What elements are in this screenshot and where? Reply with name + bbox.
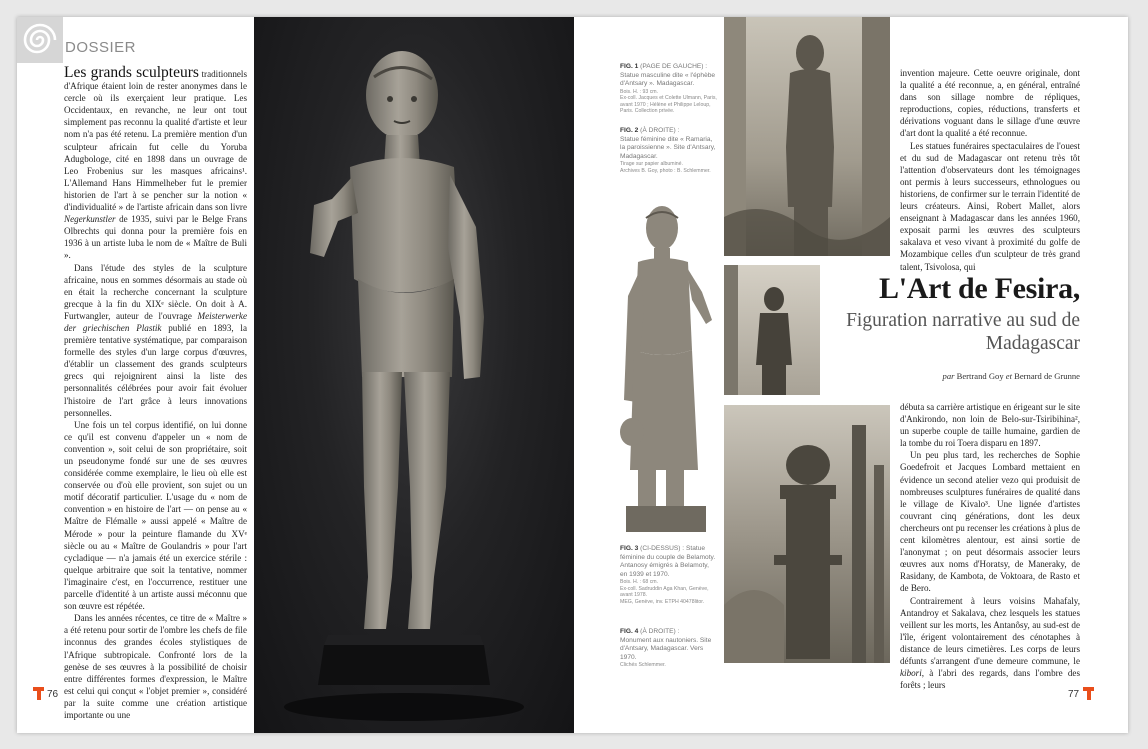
caption-fig4: FIG. 4 (À DROITE) : Monument aux nautoniers. Site d'Antsary, Madagascar. Vers 1970. Clichés Schlemmer.: [620, 628, 712, 669]
paragraph: Dans l'étude des styles de la sculpture africaine, nous en sommes désormais au stade où en était la recherche concernant la sculpture grecque à la fin du XIXᵉ siècle. On doit à A. Furtwangler, auteur de l'ouvrage Meisterwerke der griechischen Plastik publié en 1893, la première tentative systématique, par comparaison formelle des styles d'un large corpus d'œuvres, d'établir un classement des grands sculpteurs grecs qui rejoignirent ainsi la liste des personnalités célébrées pour avoir fait évoluer l'histoire de l'art grâce à leurs innovations personnelles.: [64, 262, 247, 418]
t-logo-icon: [1083, 687, 1094, 700]
lead-heading: Les grands sculpteurs: [64, 64, 199, 81]
caption-fig2: FIG. 2 (À DROITE) : Statue féminine dite « Ramaria, la paroissienne ». Site d'Antsary, Madagascar. Tirage sur papier albuminé. Archives B. Goy, photo : B. Schlemmer.: [620, 127, 716, 174]
photo-ephebe-statue: [254, 17, 574, 733]
t-logo-icon: [33, 687, 44, 700]
magazine-spread: [17, 17, 1128, 733]
paragraph: Une fois un tel corpus identifié, on lui donne ce qu'il est convenu d'appeler un « nom de convention », soit celui de son propriétaire, soit un pseudonyme fondé sur une de ses œuvres considérée comme exemplaire, le lieu où elle est conservée ou d'où elle provient, son sujet ou un motif décoratif particulier. L'usage du « nom de convention » en histoire de l'art — on pense au « Maître de Flémalle » aussi appelé « Maître de Mérode » pour la peinture flamande du XVᵉ siècle ou au « Maître de Goulandris » pour l'art cycladique — n'a jamais été un exercice stérile : quelque arbitraire que soit la tentative, nommer l'imaginaire c'est, en l'occurrence, restituer une parcelle d'identité à un artiste aussi méconnu que son œuvre est répétée.: [64, 419, 247, 612]
paragraph: Un peu plus tard, les recherches de Sophie Goedefroit et Jacques Lombard mettaient en évidence un second atelier vezo qui produisit de nombreuses sculptures funéraires de qualité dans le village de Kivalo³. Une lignée d'artistes couvrant cinq générations, dont les deux chercheurs ont pu recenser les créations à plus de cent kilomètres alentour, est ainsi sortie de l'anonymat ; on peut désormais associer leurs œuvres aux noms d'Horatsy, de Maneraky, de Rasidany, de Kambota, de Voktoara, de Rasto et de Bero.: [900, 450, 1080, 594]
byline: par Bertrand Goy et Bernard de Grunne: [942, 371, 1080, 381]
caption-fig3: FIG. 3 (CI-DESSUS) : Statue féminine du couple de Belamoty. Antanosy émigrés à Belamoty, en 1939 et 1970. Bois. H. : 68 cm. Ex-coll. Sadruddin Aga Khan, Genève, avant 1978. MEG, Genève, inv. ETPH 40478litor.: [620, 545, 716, 605]
paragraph: Les statues funéraires spectaculaires de l'ouest et du sud de Madagascar ont retenu très tôt l'attention d'observateurs dont les témoignages ont permis à leurs successeurs, ethnologues ou historiens, de confirmer sur le terrain l'identité de leurs créateurs. Ainsi, Robert Mallet, alors enseignant à Madagascar dans les années 1960, exposait parmi les œuvres des sculpteurs sakalava et veso vivant à proximité du golfe de Mozambique celles d'un sculpteur de très grand talent, Tsivolosa, qui: [900, 140, 1080, 272]
statue-figure: [254, 17, 574, 733]
photo-belamoty-female-statue: [618, 200, 720, 535]
paragraph: Dans les années récentes, ce titre de « Maître » a été retenu pour sortir de l'ombre les chefs de file inconnus des grandes écoles stylistiques de l'Afrique subtropicale. Confronté lors de la genèse de ses œuvres à la possibilité de choisir entre différentes formes d'expression, le Maître est celui qui conçut « l'objet premier », considéré par la suite comme une création artistique importante ou une: [64, 613, 247, 720]
paragraph: Contrairement à leurs voisins Mahafaly, Antandroy et Sakalava, chez lesquels les statues veillent sur les morts, les Antanôsy, au sud-est de l'île, érigent volontairement des cénotaphes à distance de leurs cimetières. Les corps de leurs défunts s'arrangent d'une demeure commune, le kibori, à l'abri des regards, dans l'ombre des forêts ; leurs: [900, 595, 1080, 691]
paragraph: débuta sa carrière artistique en érigeant sur le site d'Ankirondo, non loin de Belo-sur-Tsiribihina², un superbe couple de taille humaine, gardien de la tombe du roi Toera disparu en 1897.: [900, 402, 1080, 449]
photo-ramaria-statue: [724, 17, 890, 256]
caption-fig1: FIG. 1 (PAGE DE GAUCHE) : Statue masculine dite « l'éphèbe d'Antsary ». Madagascar. Bois. H. : 93 cm. Ex-coll. Jacques et Colette Ulmann, Paris, avant 1970 ; Hélène et Philippe Leloup, Paris. Collection privée.: [620, 63, 717, 115]
right-column-bottom-text: [900, 401, 1080, 691]
paragraph: invention majeure. Cette oeuvre originale, dont la qualité a été reconnue, a, en général, entraîné dans son sillage nombre de répliques, reproductions, copies, réductions, transferts et dérivations voguant dans le sillage d'une œuvre d'art dont la qualité a été reconnue.: [900, 68, 1080, 139]
page-number-right: 77: [1068, 689, 1080, 700]
article-subtitle: Figuration narrative au sud de Madagascar: [846, 310, 1080, 354]
left-column-text: [64, 65, 247, 721]
photo-nautoniers-monument: [724, 405, 890, 663]
paragraph: Les grands sculpteurs traditionnels d'Afrique étaient loin de rester anonymes dans le cercle où ils exerçaient leur pratique. Les Occidentaux, en revanche, ne leur ont tout simplement pas reconnu la qualité d'artiste et leur nom n'a pas été retenu. La première mention d'un sculpteur africain fut celle du Yoruba Adugbologe, cité en 1898 dans un ouvrage de Leo Frobenius sur les masques africains¹. L'Allemand Hans Himmelheber fut le premier historien de l'art à se pencher sur la notion « d'individualité » de l'artiste africain dans son livre Negerkunstler de 1935, suivi par le Belge Frans Olbrechts qui donna pour la première fois en 1936 à un artiste luba le nom de « Maître de Buli ».: [64, 64, 247, 261]
photo-statue-detail: [724, 265, 820, 395]
page-number-left: 76: [47, 689, 59, 700]
section-label: DOSSIER: [65, 39, 137, 56]
right-column-top-text: [900, 67, 1080, 273]
swirl-logo-icon: [17, 17, 63, 63]
article-title: L'Art de Fesira,: [879, 272, 1080, 305]
